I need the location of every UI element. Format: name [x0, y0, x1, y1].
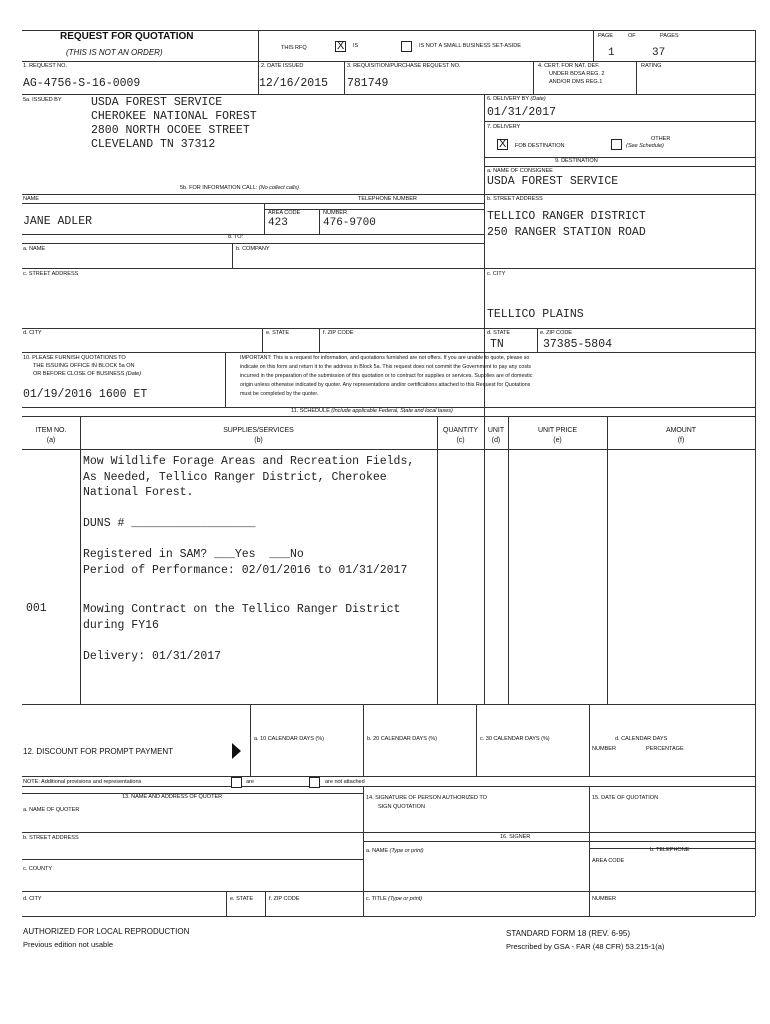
date-issued-value[interactable]: 12/16/2015: [259, 77, 329, 90]
discount-percentage-label: PERCENTAGE: [646, 746, 684, 752]
request-no-value[interactable]: AG-4756-S-16-0009: [23, 77, 141, 90]
furnish-label-3: OR BEFORE CLOSE OF BUSINESS (Date): [33, 371, 142, 377]
discount-30-label: c. 30 CALENDAR DAYS (%): [480, 736, 550, 742]
provisions-are-not-label: are not attached: [325, 779, 365, 785]
quoter-zip-label: f. ZIP CODE: [269, 896, 300, 902]
footer-form-number: STANDARD FORM 18 (REV. 6-95): [506, 929, 631, 938]
discount-10-label: a. 10 CALENDAR DAYS (%): [254, 736, 324, 742]
col-item-header: ITEM NO. (a): [35, 427, 67, 444]
col-quantity-header: QUANTITY (c): [443, 427, 478, 444]
form-title: REQUEST FOR QUOTATION: [60, 31, 194, 42]
signer-area-code-label: AREA CODE: [592, 858, 625, 864]
discount-calendar-label: d. CALENDAR DAYS: [615, 736, 668, 742]
to-city-label: d. CITY: [23, 330, 42, 336]
consignee-value[interactable]: USDA FOREST SERVICE: [487, 175, 619, 188]
phone-number-value[interactable]: 476-9700: [323, 217, 376, 229]
quoter-state-label: e. STATE: [230, 896, 254, 902]
quoter-city-label: d. CITY: [23, 896, 42, 902]
dest-state-label: d. STATE: [487, 330, 511, 336]
delivery-label: 7. DELIVERY: [487, 124, 521, 130]
signer-title-label: c. TITLE (Type or print): [366, 896, 423, 902]
furnish-deadline-value[interactable]: 01/19/2016 1600 ET: [23, 388, 148, 401]
dest-city-value[interactable]: TELLICO PLAINS: [487, 308, 584, 321]
schedule-description: Mow Wildlife Forage Areas and Recreation Fields, As Needed, Tellico Ranger District, Cherokee National Forest. DUNS # __________________ Registered in SAM? ___Yes ___No Period of Performance: 02/01/2016 to 01/31/2017: [83, 455, 415, 577]
telephone-label: TELEPHONE NUMBER: [358, 196, 417, 202]
issued-by-line[interactable]: CLEVELAND TN 37312: [91, 138, 216, 151]
footer-prescribed-by: Prescribed by GSA - FAR (48 CFR) 53.215-1(a): [506, 942, 665, 951]
phone-number-label: NUMBER: [323, 210, 347, 216]
rating-label: RATING: [641, 63, 662, 69]
dest-zip-label: e. ZIP CODE: [540, 330, 572, 336]
discount-label: 12. DISCOUNT FOR PROMPT PAYMENT: [23, 747, 174, 756]
info-call-label: 5b. FOR INFORMATION CALL: (No collect calls): [180, 185, 299, 191]
quoter-county-label: c. COUNTY: [23, 866, 53, 872]
destination-label: 9. DESTINATION: [555, 158, 598, 164]
provisions-are-not-checkbox[interactable]: [309, 777, 320, 788]
to-label: 8. TO:: [228, 234, 244, 240]
request-no-label: 1. REQUEST NO.: [23, 63, 67, 69]
issued-by-label: 5a. ISSUED BY: [23, 97, 62, 103]
requisition-value[interactable]: 781749: [347, 77, 389, 90]
to-name-label: a. NAME: [23, 246, 46, 252]
note-text: NOTE: Additional provisions and representations: [23, 779, 142, 785]
dest-state-value[interactable]: TN: [490, 338, 504, 351]
info-name-label: NAME: [23, 196, 39, 202]
other-delivery-note: (See Schedule): [626, 143, 664, 149]
delivery-by-label: 6. DELIVERY BY (Date): [487, 96, 546, 102]
discount-arrow-icon: [232, 743, 241, 759]
of-label: OF: [628, 33, 636, 39]
cert-label: 4. CERT. FOR NAT. DEF.: [538, 63, 600, 69]
signer-telephone-label: b. TELEPHONE: [650, 847, 690, 853]
area-code-label: AREA CODE: [268, 210, 301, 216]
item-number: 001: [26, 602, 47, 615]
item-description: Mowing Contract on the Tellico Ranger District during FY16 Delivery: 01/31/2017: [83, 603, 401, 663]
issued-by-line[interactable]: CHEROKEE NATIONAL FOREST: [91, 110, 257, 123]
to-state-label: e. STATE: [266, 330, 290, 336]
dest-zip-value[interactable]: 37385-5804: [543, 338, 613, 351]
provisions-are-label: are: [246, 779, 254, 785]
cert-label-2: UNDER BDSA REG. 2: [549, 71, 605, 77]
this-rfq-label: THIS RFQ: [281, 45, 307, 51]
signer-label: 16. SIGNER: [500, 834, 531, 840]
page-label: PAGE: [598, 33, 613, 39]
pages-label: PAGES: [660, 33, 679, 39]
signer-number-label: NUMBER: [592, 896, 616, 902]
signature-label: 14. SIGNATURE OF PERSON AUTHORIZED TO: [366, 795, 487, 801]
schedule-label: 11. SCHEDULE (Include applicable Federal, State and local taxes): [291, 408, 453, 414]
to-zip-label: f. ZIP CODE: [323, 330, 354, 336]
footer-previous-edition: Previous edition not usable: [23, 940, 114, 949]
dest-street-line-1[interactable]: TELLICO RANGER DISTRICT: [487, 210, 646, 223]
info-name-value[interactable]: JANE ADLER: [23, 215, 93, 228]
delivery-by-value[interactable]: 01/31/2017: [487, 106, 557, 119]
col-supplies-header: SUPPLIES/SERVICES (b): [223, 427, 294, 444]
date-issued-label: 2. DATE ISSUED: [261, 63, 304, 69]
cert-label-3: AND/OR DMS REG.1: [549, 79, 603, 85]
area-code-value[interactable]: 423: [268, 217, 288, 229]
discount-number-label: NUMBER: [592, 746, 616, 752]
furnish-label: 10. PLEASE FURNISH QUOTATIONS TO: [23, 355, 126, 361]
to-street-label: c. STREET ADDRESS: [23, 271, 79, 277]
col-amount-header: AMOUNT (f): [665, 427, 697, 444]
dest-street-label: b. STREET ADDRESS: [487, 196, 543, 202]
total-pages[interactable]: 37: [652, 47, 666, 59]
to-company-label: b. COMPANY: [236, 246, 270, 252]
quoter-label: 13. NAME AND ADDRESS OF QUOTER: [122, 794, 223, 800]
dest-city-label: c. CITY: [487, 271, 506, 277]
dest-street-line-2[interactable]: 250 RANGER STATION ROAD: [487, 226, 646, 239]
is-not-small-business-checkbox[interactable]: [401, 41, 412, 52]
is-not-label: IS NOT A SMALL BUSINESS SET-ASIDE: [419, 43, 521, 49]
is-label: IS: [353, 43, 359, 49]
issued-by-line[interactable]: USDA FOREST SERVICE: [91, 96, 223, 109]
signature-label-2: SIGN QUOTATION: [378, 804, 425, 810]
page-number[interactable]: 1: [608, 47, 615, 59]
other-delivery-label: OTHER: [651, 136, 671, 142]
requisition-label: 3. REQUISITION/PURCHASE REQUEST NO.: [347, 63, 461, 69]
discount-20-label: b. 20 CALENDAR DAYS (%): [367, 736, 437, 742]
is-small-business-checkbox[interactable]: [335, 41, 346, 52]
provisions-are-checkbox[interactable]: [231, 777, 242, 788]
signer-name-label: a. NAME (Type or print): [366, 848, 424, 854]
issued-by-line[interactable]: 2800 NORTH OCOEE STREET: [91, 124, 250, 137]
footer-authorized: AUTHORIZED FOR LOCAL REPRODUCTION: [23, 927, 190, 936]
quoter-name-label: a. NAME OF QUOTER: [23, 807, 80, 813]
col-unit-price-header: UNIT PRICE (e): [537, 427, 578, 444]
quoter-street-label: b. STREET ADDRESS: [23, 835, 79, 841]
fob-destination-label: FOB DESTINATION: [515, 143, 565, 149]
furnish-label-2: THE ISSUING OFFICE IN BLOCK 5a ON: [33, 363, 135, 369]
col-unit-header: UNIT (d): [487, 427, 505, 444]
quote-date-label: 15. DATE OF QUOTATION: [592, 795, 659, 801]
consignee-label: a. NAME OF CONSIGNEE: [487, 168, 553, 174]
other-delivery-checkbox[interactable]: [611, 139, 622, 150]
form-subtitle: (THIS IS NOT AN ORDER): [66, 48, 163, 57]
fob-destination-checkbox[interactable]: [497, 139, 508, 150]
